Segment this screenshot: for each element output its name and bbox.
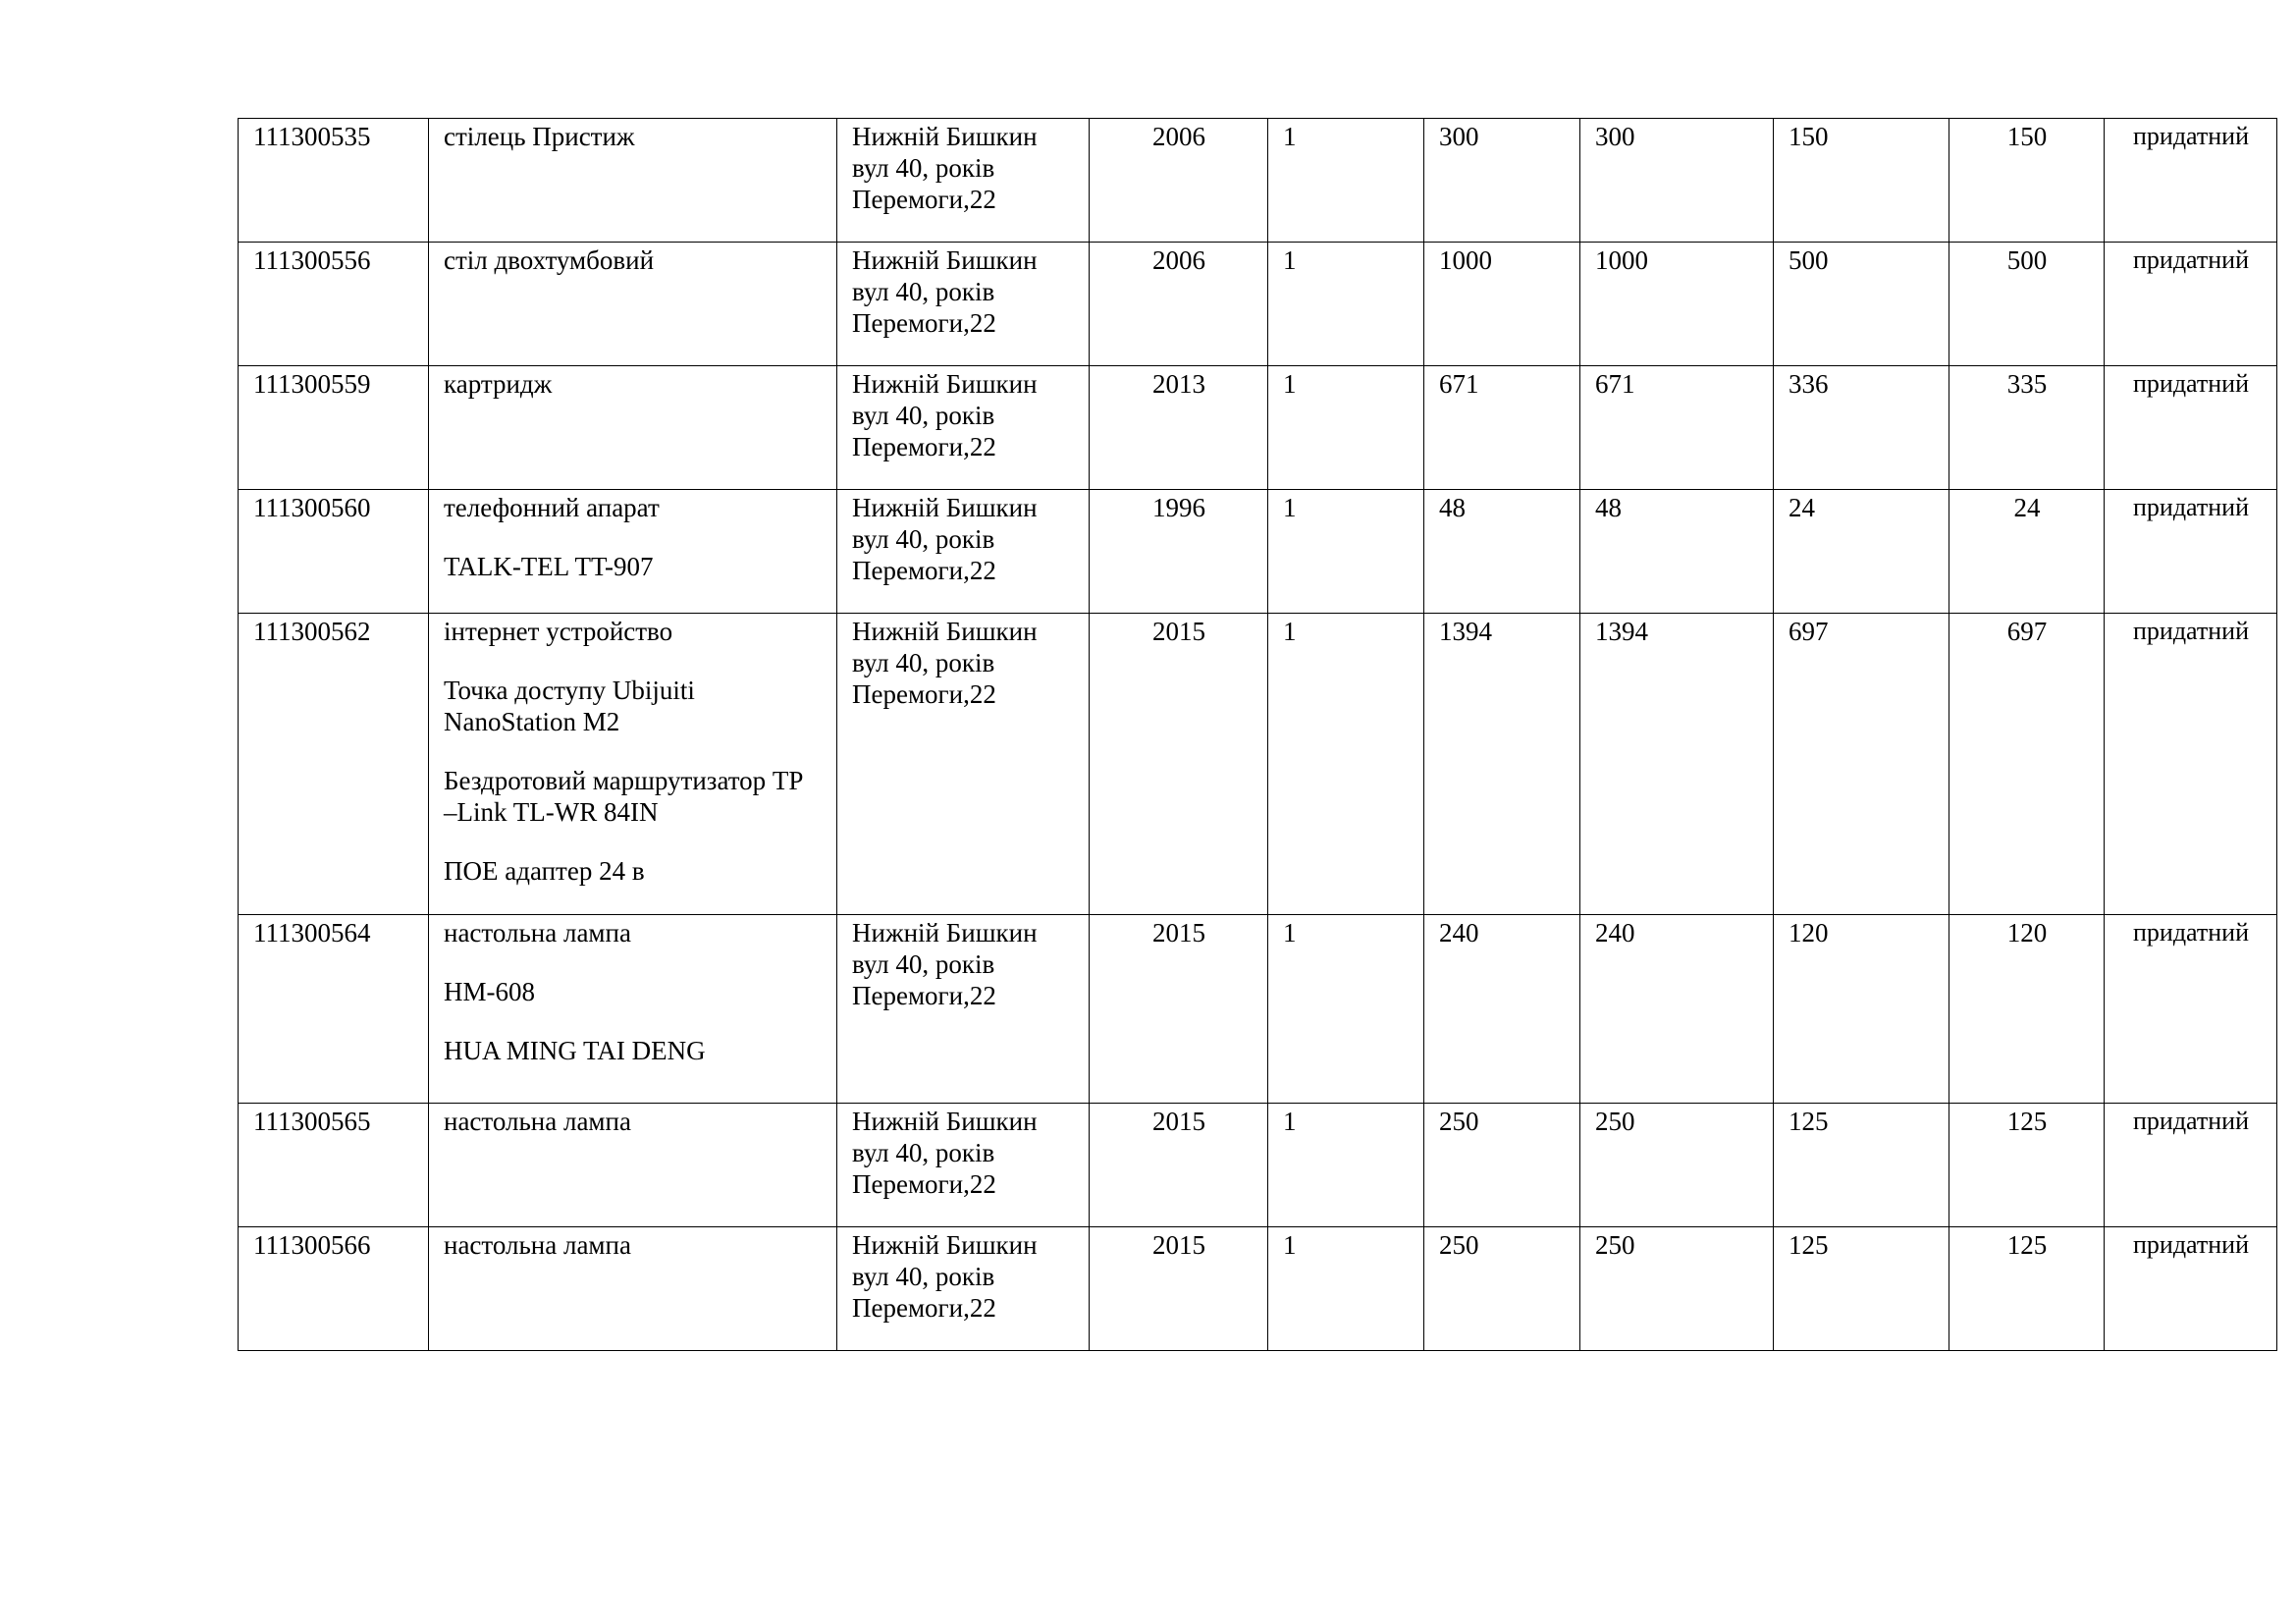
address-line: Перемоги,22 <box>852 308 996 338</box>
quantity-cell: 1 <box>1268 915 1424 1104</box>
year-cell: 2015 <box>1090 614 1268 915</box>
price-cell: 671 <box>1424 366 1580 490</box>
year-cell: 2006 <box>1090 119 1268 243</box>
quantity-cell: 1 <box>1268 119 1424 243</box>
item-name-line: настольна лампа <box>444 1230 631 1260</box>
residual-value-cell: 150 <box>1949 119 2105 243</box>
address-line: Нижній Бишкин <box>852 369 1038 399</box>
address-line: Нижній Бишкин <box>852 1107 1038 1136</box>
table-row <box>239 119 2277 243</box>
table-row <box>239 614 2277 915</box>
address-line: вул 40, років <box>852 153 995 183</box>
wear-cell: 24 <box>1774 490 1949 614</box>
quantity-cell: 1 <box>1268 366 1424 490</box>
item-name-line: інтернет устройство <box>444 617 673 646</box>
item-name-cell <box>429 490 837 614</box>
inventory-code-cell: 111300564 <box>239 915 429 1104</box>
quantity-cell: 1 <box>1268 1227 1424 1351</box>
residual-value-cell: 24 <box>1949 490 2105 614</box>
wear-cell: 150 <box>1774 119 1949 243</box>
wear-cell: 120 <box>1774 915 1949 1104</box>
item-name-line: Точка доступу Ubijuiti NanoStation M2 <box>444 676 695 736</box>
wear-cell: 500 <box>1774 243 1949 366</box>
total-cell: 240 <box>1580 915 1774 1104</box>
residual-value-cell: 120 <box>1949 915 2105 1104</box>
table-body <box>239 119 2277 1351</box>
total-cell: 250 <box>1580 1227 1774 1351</box>
address-line: Перемоги,22 <box>852 1293 996 1323</box>
total-cell: 300 <box>1580 119 1774 243</box>
total-cell: 1000 <box>1580 243 1774 366</box>
item-name-line: стіл двохтумбовий <box>444 245 655 275</box>
item-name-line: настольна лампа <box>444 918 631 947</box>
address-cell <box>837 614 1090 915</box>
address-line: вул 40, років <box>852 949 995 979</box>
address-cell <box>837 915 1090 1104</box>
address-cell <box>837 366 1090 490</box>
item-name-cell <box>429 1227 837 1351</box>
item-name-line: Бездротовий маршрутизатор ТР –Link TL-WR 84IN <box>444 766 804 827</box>
item-name-line: TALK-TEL TT-907 <box>444 552 654 581</box>
address-line: Нижній Бишкин <box>852 493 1038 522</box>
inventory-code-cell: 111300560 <box>239 490 429 614</box>
year-cell: 2006 <box>1090 243 1268 366</box>
inventory-code-cell: 111300535 <box>239 119 429 243</box>
inventory-code-cell: 111300556 <box>239 243 429 366</box>
year-cell: 2015 <box>1090 1104 1268 1227</box>
item-name-line: телефонний апарат <box>444 493 660 522</box>
address-cell <box>837 490 1090 614</box>
wear-cell: 336 <box>1774 366 1949 490</box>
item-name-line: настольна лампа <box>444 1107 631 1136</box>
condition-status-cell: придатний <box>2105 614 2277 915</box>
price-cell: 1394 <box>1424 614 1580 915</box>
item-name-cell <box>429 915 837 1104</box>
address-line: вул 40, років <box>852 1262 995 1291</box>
total-cell: 250 <box>1580 1104 1774 1227</box>
table-row <box>239 1227 2277 1351</box>
address-line: Нижній Бишкин <box>852 617 1038 646</box>
table-row <box>239 915 2277 1104</box>
year-cell: 1996 <box>1090 490 1268 614</box>
quantity-cell: 1 <box>1268 243 1424 366</box>
address-line: Перемоги,22 <box>852 556 996 585</box>
wear-cell: 125 <box>1774 1227 1949 1351</box>
total-cell: 48 <box>1580 490 1774 614</box>
inventory-table <box>238 118 2277 1351</box>
year-cell: 2015 <box>1090 915 1268 1104</box>
address-line: вул 40, років <box>852 524 995 554</box>
wear-cell: 697 <box>1774 614 1949 915</box>
address-cell <box>837 1104 1090 1227</box>
item-name-cell <box>429 614 837 915</box>
price-cell: 250 <box>1424 1227 1580 1351</box>
address-line: Нижній Бишкин <box>852 122 1038 151</box>
item-name-cell <box>429 119 837 243</box>
price-cell: 240 <box>1424 915 1580 1104</box>
table-row <box>239 243 2277 366</box>
total-cell: 671 <box>1580 366 1774 490</box>
condition-status-cell: придатний <box>2105 1227 2277 1351</box>
residual-value-cell: 697 <box>1949 614 2105 915</box>
residual-value-cell: 500 <box>1949 243 2105 366</box>
address-cell <box>837 1227 1090 1351</box>
residual-value-cell: 125 <box>1949 1104 2105 1227</box>
wear-cell: 125 <box>1774 1104 1949 1227</box>
quantity-cell: 1 <box>1268 490 1424 614</box>
residual-value-cell: 335 <box>1949 366 2105 490</box>
address-line: Перемоги,22 <box>852 1169 996 1199</box>
item-name-cell <box>429 243 837 366</box>
table-row <box>239 490 2277 614</box>
item-name-cell <box>429 366 837 490</box>
item-name-line: HUA MING TAI DENG <box>444 1036 706 1065</box>
item-name-line: картридж <box>444 369 553 399</box>
price-cell: 1000 <box>1424 243 1580 366</box>
condition-status-cell: придатний <box>2105 366 2277 490</box>
condition-status-cell: придатний <box>2105 915 2277 1104</box>
address-line: Нижній Бишкин <box>852 245 1038 275</box>
address-cell <box>837 243 1090 366</box>
price-cell: 250 <box>1424 1104 1580 1227</box>
address-cell <box>837 119 1090 243</box>
address-line: Перемоги,22 <box>852 432 996 461</box>
inventory-code-cell: 111300559 <box>239 366 429 490</box>
condition-status-cell: придатний <box>2105 490 2277 614</box>
address-line: Нижній Бишкин <box>852 918 1038 947</box>
residual-value-cell: 125 <box>1949 1227 2105 1351</box>
address-line: вул 40, років <box>852 648 995 677</box>
address-line: вул 40, років <box>852 401 995 430</box>
table-row <box>239 366 2277 490</box>
item-name-line: стілець Пристиж <box>444 122 635 151</box>
price-cell: 300 <box>1424 119 1580 243</box>
inventory-code-cell: 111300566 <box>239 1227 429 1351</box>
year-cell: 2015 <box>1090 1227 1268 1351</box>
address-line: Нижній Бишкин <box>852 1230 1038 1260</box>
inventory-code-cell: 111300565 <box>239 1104 429 1227</box>
year-cell: 2013 <box>1090 366 1268 490</box>
total-cell: 1394 <box>1580 614 1774 915</box>
address-line: вул 40, років <box>852 1138 995 1167</box>
item-name-cell <box>429 1104 837 1227</box>
inventory-code-cell: 111300562 <box>239 614 429 915</box>
price-cell: 48 <box>1424 490 1580 614</box>
condition-status-cell: придатний <box>2105 243 2277 366</box>
address-line: Перемоги,22 <box>852 981 996 1010</box>
address-line: Перемоги,22 <box>852 679 996 709</box>
item-name-line: HM-608 <box>444 977 535 1006</box>
address-line: вул 40, років <box>852 277 995 306</box>
condition-status-cell: придатний <box>2105 1104 2277 1227</box>
quantity-cell: 1 <box>1268 1104 1424 1227</box>
condition-status-cell: придатний <box>2105 119 2277 243</box>
table-row <box>239 1104 2277 1227</box>
address-line: Перемоги,22 <box>852 185 996 214</box>
item-name-line: ПОЕ адаптер 24 в <box>444 856 645 886</box>
quantity-cell: 1 <box>1268 614 1424 915</box>
